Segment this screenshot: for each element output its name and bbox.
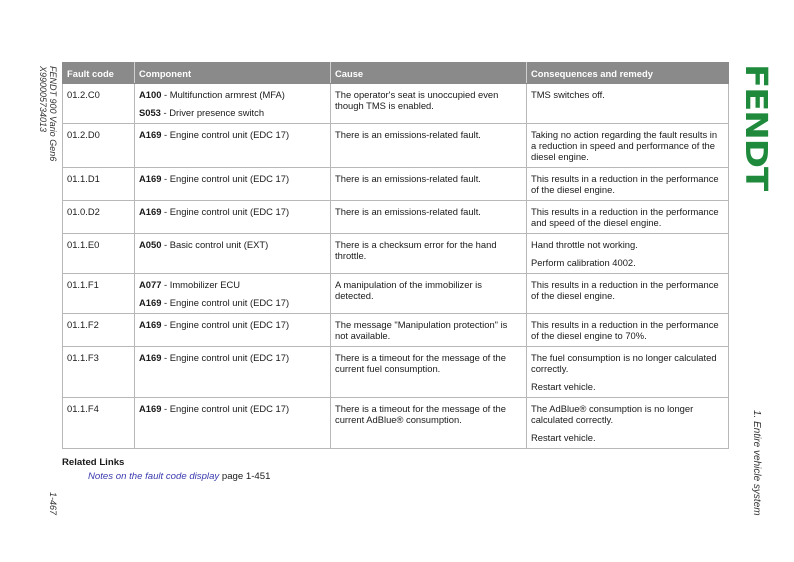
cause-cell: There is a checksum error for the hand throttle. [331, 234, 527, 274]
fault-code-cell: 01.1.F4 [63, 398, 135, 449]
consequence-line: Restart vehicle. [531, 432, 596, 443]
consequences-cell [527, 201, 729, 234]
consequences-cell [527, 84, 729, 124]
related-link[interactable]: Notes on the fault code display [88, 471, 220, 482]
table-row [63, 398, 729, 449]
fault-code-cell: 01.1.F1 [63, 274, 135, 314]
component-description: - Engine control unit (EDC 17) [161, 319, 290, 330]
fault-code-cell: 01.1.F3 [63, 347, 135, 398]
cause-cell: There is an emissions-related fault. [331, 124, 527, 168]
component-entry [139, 319, 326, 330]
consequence-line: This results in a reduction in the performance of the diesel engine. [531, 173, 719, 195]
component-description: - Engine control unit (EDC 17) [161, 129, 290, 140]
component-cell [135, 398, 331, 449]
table-row [63, 124, 729, 168]
component-description: - Driver presence switch [160, 107, 265, 118]
component-description: - Engine control unit (EDC 17) [161, 297, 290, 308]
component-entry [139, 403, 326, 414]
fault-code-cell: 01.0.D2 [63, 201, 135, 234]
consequences-cell [527, 234, 729, 274]
fault-code-cell: 01.1.E0 [63, 234, 135, 274]
component-cell [135, 124, 331, 168]
component-entry [139, 239, 326, 250]
component-description: - Immobilizer ECU [161, 279, 241, 290]
cause-cell: There is a timeout for the message of the current AdBlue® consumption. [331, 398, 527, 449]
header-component: Component [135, 63, 331, 84]
table-row [63, 274, 729, 314]
component-description: - Multifunction armrest (MFA) [161, 89, 285, 100]
fendt-logo-text: FENDT [738, 64, 773, 171]
consequence-line: TMS switches off. [531, 89, 605, 100]
component-cell [135, 234, 331, 274]
component-cell [135, 201, 331, 234]
table-row [63, 347, 729, 398]
component-id: A169 [139, 352, 162, 363]
consequence-line: Perform calibration 4002. [531, 257, 636, 268]
table-header-row [63, 63, 729, 84]
cause-cell: The message "Manipulation protection" is not available. [331, 314, 527, 347]
table-row [63, 168, 729, 201]
related-link-item [62, 471, 728, 482]
fault-code-table [62, 62, 729, 449]
consequence-line: Taking no action regarding the fault results in a reduction in speed and performance of the diesel engine. [531, 129, 718, 162]
document-id: X990005734013 [38, 66, 48, 133]
fault-code-cell: 01.2.D0 [63, 124, 135, 168]
consequence-line: Restart vehicle. [531, 381, 596, 392]
fault-code-cell: 01.2.C0 [63, 84, 135, 124]
component-cell [135, 274, 331, 314]
component-entry [139, 279, 326, 290]
component-entry [139, 352, 326, 363]
consequence-line: The AdBlue® consumption is no longer calculated correctly. [531, 403, 694, 425]
component-id: A169 [139, 403, 162, 414]
cause-cell: There is an emissions-related fault. [331, 201, 527, 234]
table-row [63, 84, 729, 124]
header-consequences: Consequences and remedy [527, 63, 729, 84]
related-link-page-ref: page 1-451 [219, 471, 271, 482]
component-cell [135, 168, 331, 201]
table-row [63, 234, 729, 274]
consequences-cell [527, 168, 729, 201]
component-entry [139, 129, 326, 140]
component-description: - Basic control unit (EXT) [161, 239, 269, 250]
table-row [63, 314, 729, 347]
component-id: A169 [139, 297, 162, 308]
chapter-title: 1. Entire vehicle system [751, 410, 762, 516]
component-cell [135, 84, 331, 124]
fault-table-body [63, 84, 729, 449]
cause-cell: There is an emissions-related fault. [331, 168, 527, 201]
component-id: A100 [139, 89, 162, 100]
component-entry [139, 206, 326, 217]
consequences-cell [527, 347, 729, 398]
table-row [63, 201, 729, 234]
fault-code-cell: 01.1.F2 [63, 314, 135, 347]
page-number: 1-467 [48, 492, 58, 516]
component-id: A169 [139, 206, 162, 217]
component-id: S053 [139, 107, 161, 118]
component-id: A169 [139, 129, 162, 140]
component-cell [135, 347, 331, 398]
related-links-title: Related Links [62, 457, 125, 468]
document-title: FENDT 900 Vario Gen6 [48, 66, 58, 162]
component-entry [139, 89, 326, 100]
consequences-cell [527, 398, 729, 449]
component-cell [135, 314, 331, 347]
consequence-line: This results in a reduction in the performance and speed of the diesel engine. [531, 206, 719, 228]
consequence-line: This results in a reduction in the performance of the diesel engine. [531, 279, 719, 301]
cause-cell: There is a timeout for the message of the current fuel consumption. [331, 347, 527, 398]
consequences-cell [527, 124, 729, 168]
component-entry [139, 173, 326, 184]
fendt-logo [738, 60, 773, 190]
component-id: A169 [139, 319, 162, 330]
component-entry [139, 297, 326, 308]
component-description: - Engine control unit (EDC 17) [161, 206, 290, 217]
main-content [62, 62, 728, 482]
component-id: A050 [139, 239, 162, 250]
component-description: - Engine control unit (EDC 17) [161, 403, 290, 414]
header-fault-code: Fault code [63, 63, 135, 84]
cause-cell: The operator's seat is unoccupied even though TMS is enabled. [331, 84, 527, 124]
header-cause: Cause [331, 63, 527, 84]
fendt-logo-graphic [738, 60, 773, 190]
component-description: - Engine control unit (EDC 17) [161, 352, 290, 363]
component-description: - Engine control unit (EDC 17) [161, 173, 290, 184]
cause-cell: A manipulation of the immobilizer is detected. [331, 274, 527, 314]
fault-code-cell: 01.1.D1 [63, 168, 135, 201]
component-id: A169 [139, 173, 162, 184]
consequences-cell [527, 274, 729, 314]
related-links-section [62, 457, 728, 482]
consequences-cell [527, 314, 729, 347]
consequence-line: The fuel consumption is no longer calculated correctly. [531, 352, 717, 374]
component-id: A077 [139, 279, 162, 290]
consequence-line: Hand throttle not working. [531, 239, 638, 250]
component-entry [139, 107, 326, 118]
consequence-line: This results in a reduction in the performance of the diesel engine to 70%. [531, 319, 719, 341]
